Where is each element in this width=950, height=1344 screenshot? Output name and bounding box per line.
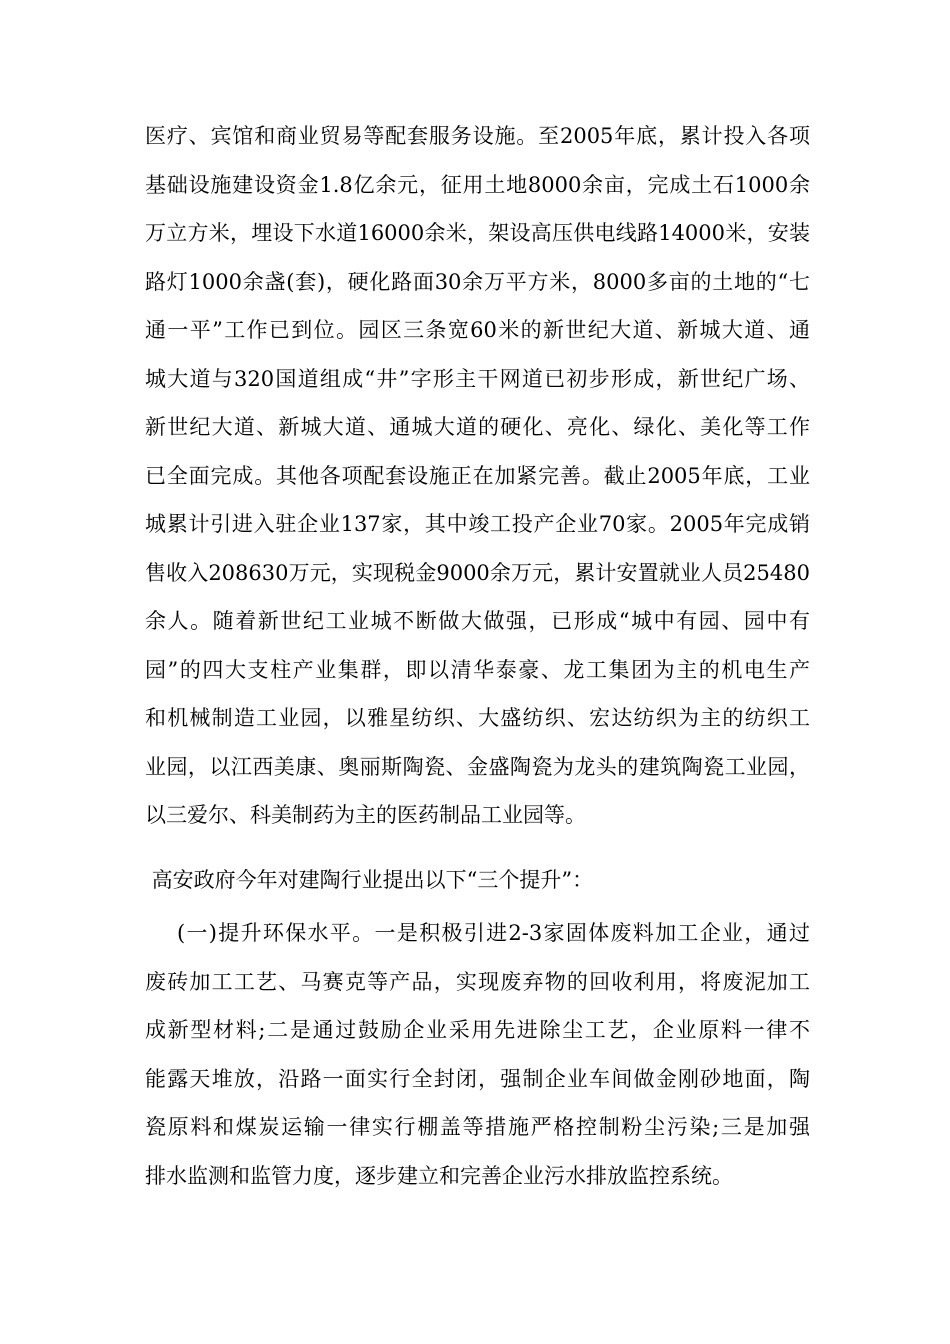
paragraph-line: 高安政府今年对建陶行业提出以下“三个提升”：: [145, 868, 594, 892]
paragraph-line: 通一平”工作已到位。园区三条宽60米的新世纪大道、新城大道、通: [145, 318, 810, 342]
paragraph-line: 业园，以江西美康、奥丽斯陶瓷、金盛陶瓷为龙头的建筑陶瓷工业园，: [145, 754, 810, 779]
paragraph-line: 新世纪大道、新城大道、通城大道的硬化、亮化、绿化、美化等工作: [145, 415, 810, 439]
paragraph-line: 余人。随着新世纪工业城不断做大做强，已形成“城中有园、园中有: [145, 609, 810, 633]
paragraph-line: 路灯1000余盏(套)，硬化路面30余万平方米，8000多亩的土地的“七: [145, 269, 810, 294]
paragraph-line: 城累计引进入驻企业137家，其中竣工投产企业70家。2005年完成销: [145, 512, 810, 536]
paragraph-line: (一)提升环保水平。一是积极引进2-3家固体废料加工企业，通过: [145, 921, 810, 945]
paragraph-line: 和机械制造工业园，以雅星纺织、大盛纺织、宏达纺织为主的纺织工: [145, 706, 810, 730]
paragraph-line: 园”的四大支柱产业集群，即以清华泰豪、龙工集团为主的机电生产: [145, 657, 810, 682]
paragraph-industrial-city-overview: [145, 112, 810, 840]
paragraph-line: 瓷原料和煤炭运输一律实行棚盖等措施严格控制粉尘污染;三是加强: [145, 1115, 810, 1139]
paragraph-line: 万立方米，埋设下水道16000余米，架设高压供电线路14000米，安装: [145, 221, 810, 245]
paragraph-line: 废砖加工工艺、马赛克等产品，实现废弃物的回收利用，将废泥加工: [145, 969, 810, 994]
paragraph-line: 以三爱尔、科美制药为主的医药制品工业园等。: [145, 803, 586, 827]
paragraph-line: 基础设施建设资金1.8亿余元，征用土地8000余亩，完成土石1000余: [145, 172, 810, 197]
paragraph-line: 城大道与320国道组成“井”字形主干网道已初步形成，新世纪广场、: [145, 366, 810, 391]
paragraph-line: 排水监测和监管力度，逐步建立和完善企业污水排放监控系统。: [145, 1163, 733, 1188]
paragraph-line: 医疗、宾馆和商业贸易等配套服务设施。至2005年底，累计投入各项: [145, 124, 810, 148]
paragraph-environmental-improvement: [145, 909, 810, 1200]
paragraph-line: 已全面完成。其他各项配套设施正在加紧完善。截止2005年底，工业: [145, 463, 810, 488]
paragraph-line: 能露天堆放，沿路一面实行全封闭，强制企业车间做金刚砂地面，陶: [145, 1066, 810, 1091]
paragraph-line: 售收入208630万元，实现税金9000余万元，累计安置就业人员25480: [145, 560, 810, 585]
paragraph-three-improvements-intro: [145, 856, 810, 905]
paragraph-line: 成新型材料;二是通过鼓励企业采用先进除尘工艺，企业原料一律不: [145, 1018, 810, 1042]
